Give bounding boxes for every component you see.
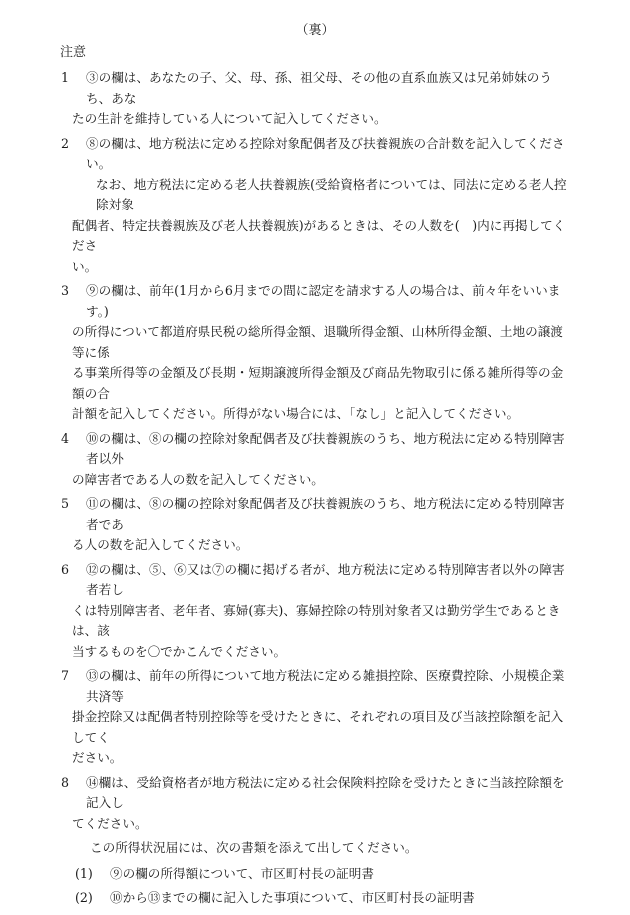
note-line: てください。 <box>72 815 148 831</box>
page-header: （裏） <box>295 23 335 38</box>
note-6 <box>61 560 571 663</box>
note-line: ⑪の欄は、⑧の欄の控除対象配偶者及び扶養親族のうち、地方税法に定める特別障害者であ <box>86 496 565 532</box>
attachment-text: ⑨の欄の所得額について、市区町村長の証明書 <box>110 865 374 881</box>
note-line: の障害者である人の数を記入してください。 <box>72 471 324 487</box>
note-line: ③の欄は、あなたの子、父、母、孫、祖父母、その他の直系血族又は兄弟姉妹のうち、あな <box>86 70 552 106</box>
note-5 <box>61 494 571 556</box>
note-line: ⑩の欄は、⑧の欄の控除対象配偶者及び扶養親族のうち、地方税法に定める特別障害者以外 <box>86 430 565 466</box>
note-line: ⑫の欄は、⑤、⑥又は⑦の欄に掲げる者が、地方税法に定める特別障害者以外の障害者若し <box>86 561 565 597</box>
note-number: 1 <box>61 70 70 85</box>
note-number: 7 <box>61 668 70 683</box>
note-line: ださい。 <box>72 750 123 765</box>
note-line: ⑧の欄は、地方税法に定める控除対象配偶者及び扶養親族の合計数を記入してください。 <box>86 135 565 171</box>
note-8 <box>61 773 571 835</box>
note-line: ⑨の欄は、前年(1月から6月までの間に認定を請求する人の場合は、前々年をいいます。) <box>86 283 561 319</box>
attachment-number: (2) <box>75 890 93 905</box>
note-number: 4 <box>61 430 70 446</box>
note-line: なお、地方税法に定める老人扶養親族(受給資格者については、同法に定める老人控除対象 <box>96 176 567 212</box>
attachment-text: ⑩から⑬までの欄に記入した事項について、市区町村長の証明書 <box>110 890 475 905</box>
note-line: の所得について都道府県民税の総所得金額、退職所得金額、山林所得金額、土地の譲渡等に係 <box>72 324 563 360</box>
note-1 <box>61 68 571 130</box>
note-line: ⑭欄は、受給資格者が地方税法に定める社会保険料控除を受けたときに当該控除額を記入し <box>86 774 565 810</box>
note-line: 配偶者、特定扶養親族及び老人扶養親族)があるときは、その人数を( )内に再掲してくださ <box>72 217 566 253</box>
attachment-number: (1) <box>75 865 93 881</box>
attachment-item <box>61 864 571 885</box>
attachments-section <box>61 838 571 909</box>
attachments-intro: この所得状況届には、次の書類を添えて出してください。 <box>90 840 418 855</box>
note-line: ⑬の欄は、前年の所得について地方税法に定める雑損控除、医療費控除、小規模企業共済等 <box>86 668 565 704</box>
notes-heading: 注意 <box>60 45 87 60</box>
note-2 <box>61 134 571 278</box>
notes-body <box>61 68 571 913</box>
note-number: 3 <box>61 283 70 298</box>
note-4 <box>61 429 571 491</box>
note-number: 8 <box>61 774 70 790</box>
note-3 <box>61 281 571 425</box>
note-line: くは特別障害者、老年者、寡婦(寡夫)、寡婦控除の特別対象者又は勤労学生であるときは、該 <box>72 602 561 638</box>
note-7 <box>61 666 571 769</box>
note-line: 当するものを〇でかこんでください。 <box>72 643 287 659</box>
note-number: 2 <box>61 135 70 151</box>
note-number: 6 <box>61 561 70 577</box>
note-line: る人の数を記入してください。 <box>72 537 249 552</box>
attachment-item <box>61 888 571 909</box>
note-line: 掛金控除又は配偶者特別控除等を受けたときに、それぞれの項目及び当該控除額を記入してく <box>72 709 564 745</box>
note-number: 5 <box>61 496 70 511</box>
note-line: 計額を記入してください。所得がない場合には、「なし」と記入してください。 <box>72 406 520 421</box>
note-line: たの生計を維持している人について記入してください。 <box>72 111 387 126</box>
note-paragraph <box>61 175 571 278</box>
note-line: い。 <box>72 258 98 274</box>
note-line: る事業所得等の金額及び長期・短期譲渡所得金額及び商品先物取引に係る雑所得等の金額の合 <box>72 365 564 401</box>
